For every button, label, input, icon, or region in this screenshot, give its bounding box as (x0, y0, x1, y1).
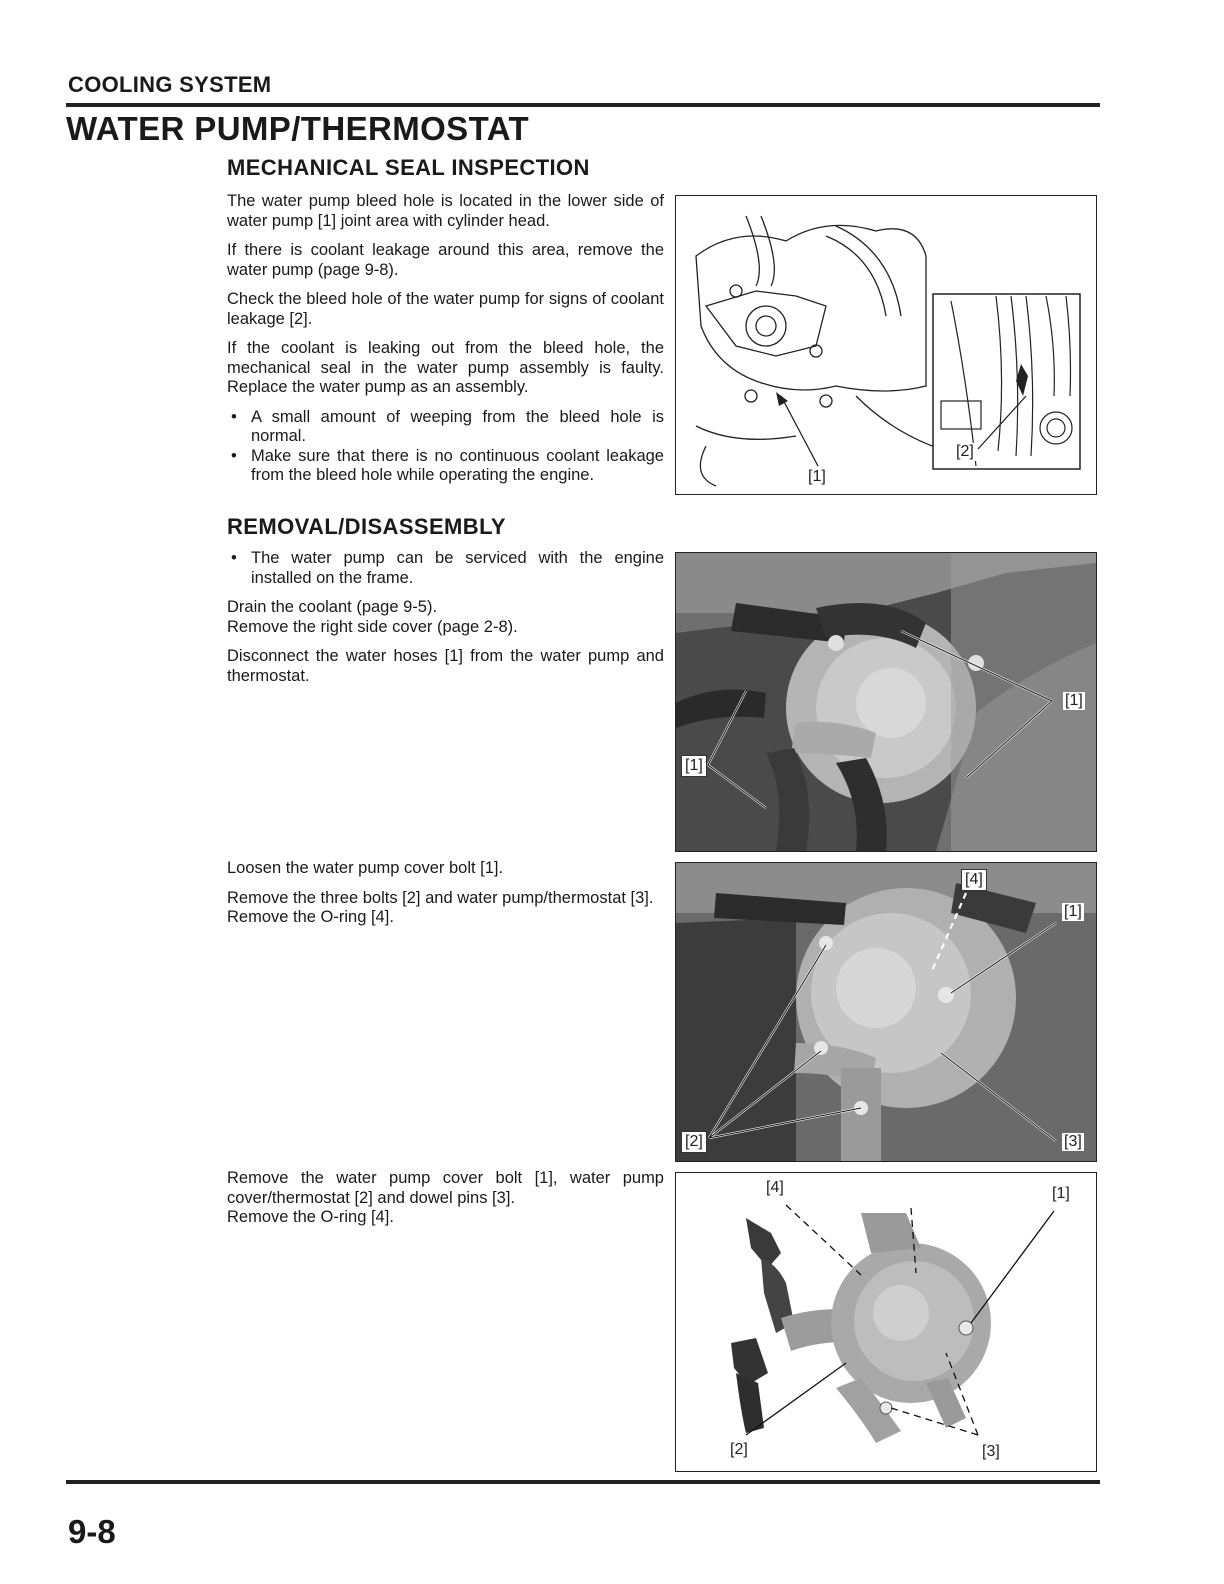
instruction-line: Remove the three bolts [2] and water pump/thermostat [3]. (227, 888, 654, 907)
bullet-item: • Make sure that there is no continuous coolant leakage from the bleed hole while operating the engine. (227, 447, 664, 486)
figure-bleed-hole-drawing (675, 195, 1097, 495)
paragraph: Check the bleed hole of the water pump for signs of coolant leakage [2]. (227, 290, 664, 328)
removal-text (227, 549, 664, 696)
paragraph: If the coolant is leaking out from the bleed hole, the mechanical seal in the water pump assembly is faulty. Replace the water pump as an assembly. (227, 339, 664, 396)
instruction-line: Drain the coolant (page 9-5). (227, 598, 438, 616)
callout-hose-left: [1] (681, 755, 707, 777)
callout-pump-thermostat: [3] (1064, 1133, 1082, 1150)
paragraph: If there is coolant leakage around this area, remove the water pump (page 9-8). (227, 241, 664, 279)
step2-text (227, 859, 664, 938)
mechanical-seal-heading: MECHANICAL SEAL INSPECTION (227, 155, 590, 180)
paragraph: Remove the water pump cover bolt [1], water pump cover/thermostat [2] and dowel pins [3]. (227, 1169, 664, 1207)
paragraph: The water pump bleed hole is located in the lower side of water pump [1] joint area with cylinder head. (227, 192, 664, 230)
top-rule (66, 103, 1100, 107)
callout-1: [1] (808, 468, 826, 485)
pump-cover-photo (676, 1173, 1096, 1471)
bottom-rule (66, 1480, 1100, 1484)
water-hoses-photo (676, 553, 1096, 851)
mechanical-seal-text (227, 192, 664, 496)
bleed-hole-illustration (676, 196, 1096, 494)
callout-hose-right: [1] (1065, 692, 1083, 709)
step3-text (227, 1169, 664, 1238)
instruction-line: Remove the right side cover (page 2-8). (227, 617, 518, 636)
page-title: WATER PUMP/THERMOSTAT (66, 110, 530, 147)
callout-oring: [4] (766, 1179, 784, 1196)
figure-pump-bolts-photo (675, 862, 1097, 1162)
paragraph: Disconnect the water hoses [1] from the water pump and thermostat. (227, 647, 664, 685)
instruction-line: Remove the O-ring [4]. (227, 908, 394, 926)
removal-heading: REMOVAL/DISASSEMBLY (227, 514, 506, 539)
callout-cover-bolt: [1] (1064, 903, 1082, 920)
callout-dowel-pins: [3] (982, 1443, 1000, 1460)
paragraph: Loosen the water pump cover bolt [1]. (227, 859, 504, 877)
callout-oring: [4] (961, 869, 987, 891)
bullet-item: • A small amount of weeping from the bleed hole is normal. (227, 408, 664, 447)
page-number: 9-8 (68, 1513, 116, 1550)
callout-2: [2] (956, 443, 974, 460)
pump-bolts-photo (676, 863, 1096, 1161)
callout-cover-bolt: [1] (1052, 1185, 1070, 1202)
callout-bolts: [2] (681, 1131, 707, 1153)
figure-water-hoses-photo (675, 552, 1097, 852)
section-title: COOLING SYSTEM (68, 72, 272, 97)
bullet-item: • The water pump can be serviced with the engine installed on the frame. (227, 549, 664, 588)
figure-pump-cover-photo (675, 1172, 1097, 1472)
callout-cover-thermostat: [2] (730, 1441, 748, 1458)
instruction-line: Remove the O-ring [4]. (227, 1208, 394, 1226)
